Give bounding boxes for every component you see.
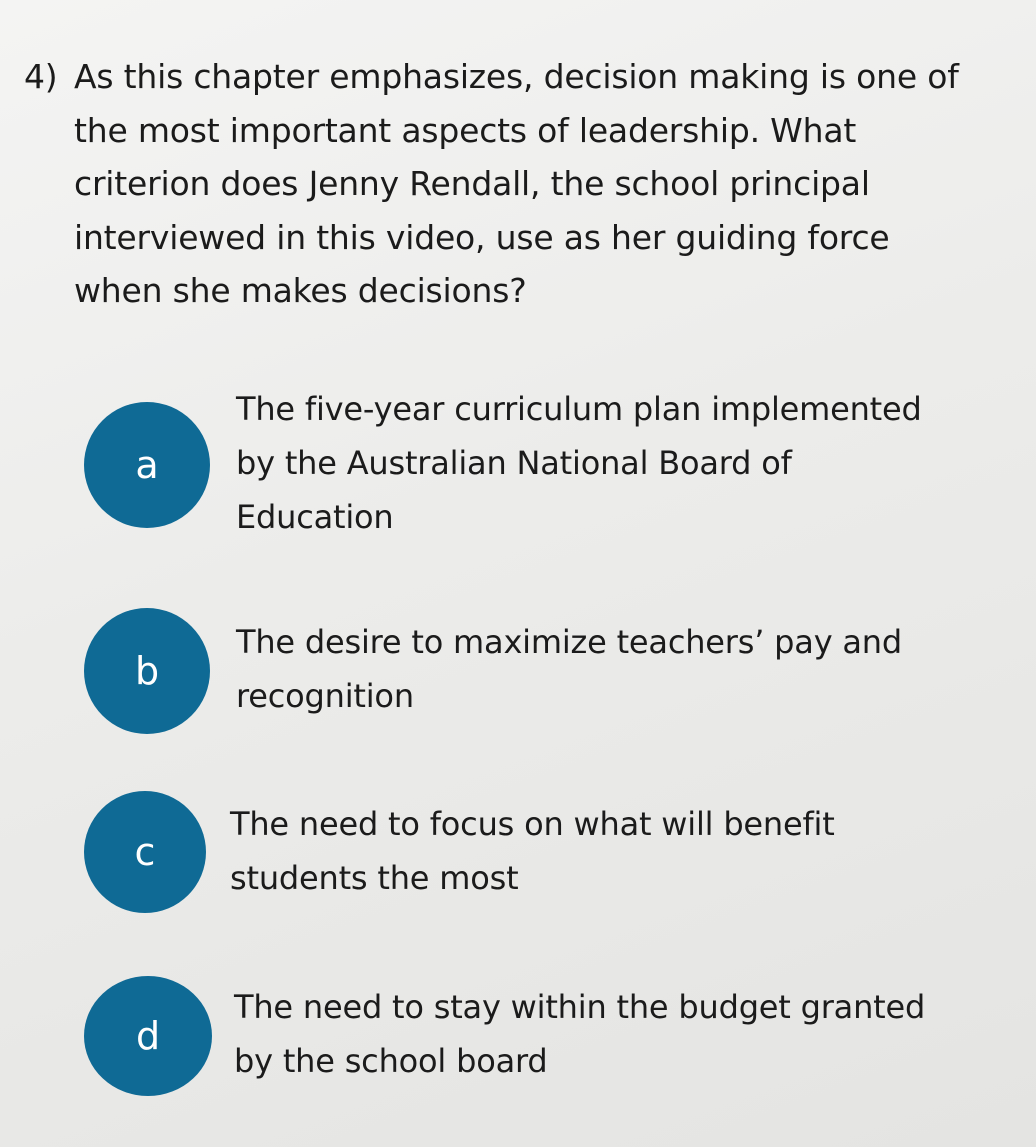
option-c-button[interactable]: c	[84, 791, 206, 913]
option-c-text[interactable]: The need to focus on what will benefit students the most	[230, 805, 835, 897]
question-number: 4)	[24, 57, 58, 96]
option-b-text[interactable]: The desire to maximize teachers’ pay and recognition	[236, 623, 903, 715]
option-d-button[interactable]: d	[84, 976, 212, 1096]
question-text: As this chapter emphasizes, decision making is one of the most important aspects of leadership. What criterion does Jenny Rendall, the school principal interviewed in this video, use as her guiding force when she makes decisions?	[74, 57, 959, 310]
option-a-text[interactable]: The five-year curriculum plan implemented by the Australian National Board of Education	[236, 390, 922, 536]
option-d-text[interactable]: The need to stay within the budget granted by the school board	[234, 988, 926, 1080]
option-a[interactable]	[84, 382, 984, 544]
option-c[interactable]	[84, 797, 984, 913]
option-b-button[interactable]: b	[84, 608, 210, 734]
option-b[interactable]	[84, 615, 984, 734]
option-a-button[interactable]: a	[84, 402, 210, 528]
option-d[interactable]	[84, 980, 984, 1096]
question	[24, 50, 984, 318]
